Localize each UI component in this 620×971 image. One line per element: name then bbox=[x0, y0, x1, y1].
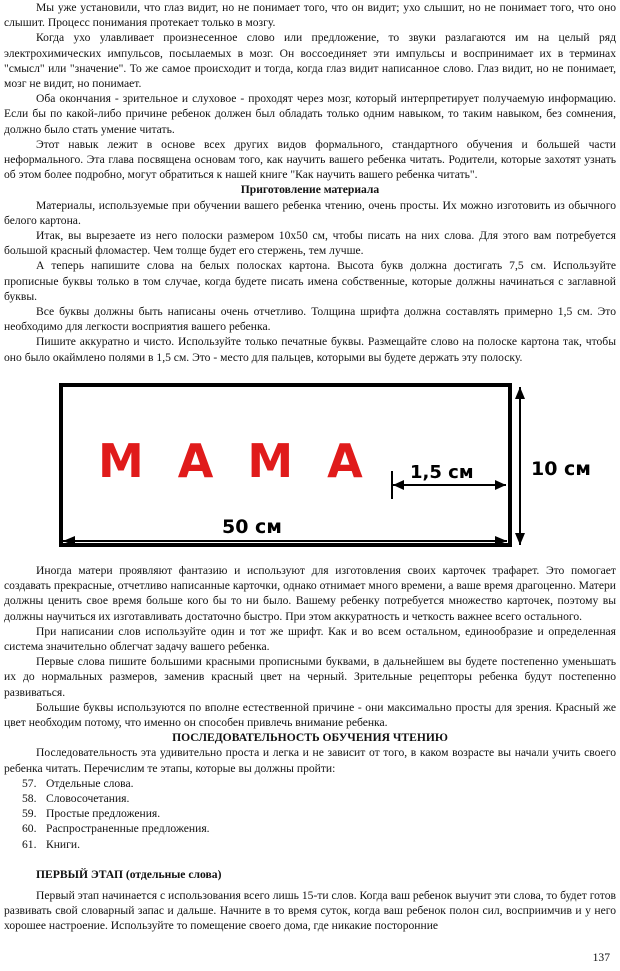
list-item bbox=[4, 821, 616, 836]
list-number: 57. bbox=[22, 776, 37, 790]
paragraph: Пишите аккуратно и чисто. Используйте только печатные буквы. Размещайте слово на полоске картона так, чтобы оно было окаймлено полями в 1,5 см. Это - место для пальцев, которыми вы будете держать эту полоску. bbox=[4, 335, 616, 364]
card-word: МАМА bbox=[98, 434, 397, 488]
paragraph: Итак, вы вырезаете из него полоски размером 10х50 см, чтобы писать на них слова. Для этого вам потребуется большой красный фломастер. Чем толще будет его стержень, тем лучше. bbox=[4, 229, 616, 258]
list-number: 60. bbox=[22, 822, 37, 836]
paragraph: При написании слов используйте один и тот же шрифт. Как и во всем остальном, единообразие и определенная система значительно облегчат задачу вашего ребенка. bbox=[4, 624, 616, 654]
paragraph: А теперь напишите слова на белых полосках картона. Высота букв должна достигать 7,5 см. Используйте прописные буквы только в том случае, когда будете писать имена собственные, которые должны начинаться с заглавной буквы. bbox=[4, 259, 616, 303]
section-heading: Приготовление материала bbox=[240, 183, 380, 197]
word-card-diagram bbox=[0, 375, 620, 565]
list-text: Словосочетания. bbox=[46, 792, 130, 806]
width-label: 50 см bbox=[222, 516, 282, 538]
section-heading: ПОСЛЕДОВАТЕЛЬНОСТЬ ОБУЧЕНИЯ ЧТЕНИЮ bbox=[172, 731, 448, 745]
list-number: 61. bbox=[22, 837, 37, 851]
list-text: Распространенные предложения. bbox=[46, 822, 210, 836]
paragraph: Иногда матери проявляют фантазию и используют для изготовления своих карточек трафарет. Это помогает создавать прекрасные, отчетливо написанные карточки, однако отнимает много времени, а ваше время драгоценно. Матери должны ценить свое время больше кого бы то ни было. Вашему ребенку потребуется множество карточек, поэтому вы должны научиться их изготавливать достаточно быстро. При этом аккуратность и четкость важнее всего остального. bbox=[4, 564, 616, 623]
list-text: Простые предложения. bbox=[46, 807, 161, 821]
paragraph: Оба окончания - зрительное и слуховое - проходят через мозг, который интерпретирует получаемую информацию. Если бы по какой-либо причине ребенок должен был обладать только одним навыком, то таким навыком, без сомнения, должно было стать умение читать. bbox=[4, 92, 616, 136]
list-item bbox=[4, 776, 616, 791]
height-label: 10 см bbox=[531, 458, 591, 480]
page-number: 137 bbox=[592, 950, 610, 964]
paragraph: Все буквы должны быть написаны очень отчетливо. Толщина шрифта должна составлять примерно 1,5 см. Это необходимо для легкости восприятия вашего ребенка. bbox=[4, 305, 616, 334]
list-number: 59. bbox=[22, 807, 37, 821]
list-item bbox=[4, 791, 616, 806]
paragraph: Мы уже установили, что глаз видит, но не понимает того, что он видит; ухо слышит, но не понимает того, что оно слышит. Процесс понимания протекает только в мозгу. bbox=[4, 1, 616, 30]
section-heading: ПЕРВЫЙ ЭТАП (отдельные слова) bbox=[36, 867, 222, 881]
paragraph: Этот навык лежит в основе всех других видов формального, стандартного обучения и большей части неформального. Эта глава посвящена основам того, как научить вашего ребенка читать. Родители, которые захотят узнать об этом более подробно, могут обратиться к нашей книге "Как научить вашего ребенка читать". bbox=[4, 137, 616, 182]
word-card-figure bbox=[0, 375, 620, 565]
after-figure-section bbox=[4, 563, 616, 934]
margin-arrow-right bbox=[495, 480, 506, 490]
paragraph: Первые слова пишите большими красными прописными буквами, в дальнейшем вы будете постепенно уменьшать их до нормальных размеров, заменив красный цвет на черный. Зрительные рецепторы ребенка будут постепенно развиваться. bbox=[4, 655, 616, 699]
paragraph: Большие буквы используются по вполне естественной причине - они максимально просты для зрения. Красный же цвет необходим потому, что именно он способен привлечь внимание ребенка. bbox=[4, 700, 616, 730]
paragraph: Когда ухо улавливает произнесенное слово или предложение, то звуки разлагаются им на целый ряд электрохимических импульсов, посылаемых в мозг. Он воссоединяет эти импульсы и воспринимает их в терминах "смысл" или "значение". То же самое происходит и тогда, когда глаз видит написанное слово. Глаз видит, но не понимает, мозг не видит, но понимает. bbox=[4, 31, 616, 91]
list-item bbox=[4, 837, 616, 852]
stages-list bbox=[4, 776, 616, 852]
height-arrow-top bbox=[515, 387, 525, 399]
list-text: Отдельные слова. bbox=[46, 776, 134, 790]
paragraph: Первый этап начинается с использования всего лишь 15-ти слов. Когда ваш ребенок выучит эти слова, то будет готов развивать свой словарный запас и дальше. Начните в то время суток, когда ваш ребенок полон сил, восприимчив и у него хорошее настроение. Используйте то помещение своего дома, где никакие посторонние bbox=[4, 889, 616, 933]
margin-label: 1,5 см bbox=[410, 462, 474, 483]
intro-section bbox=[4, 0, 616, 365]
paragraph: Последовательность эта удивительно проста и легка и не зависит от того, в каком возрасте вы начали учить своего ребенка читать. Перечислим те этапы, которые вы должны пройти: bbox=[4, 746, 616, 775]
height-arrow-bottom bbox=[515, 533, 525, 545]
list-item bbox=[4, 806, 616, 821]
list-text: Книги. bbox=[46, 837, 81, 851]
list-number: 58. bbox=[22, 792, 37, 806]
paragraph: Материалы, используемые при обучении вашего ребенка чтению, очень просты. Их можно изготовить из обычного белого картона. bbox=[4, 198, 616, 227]
